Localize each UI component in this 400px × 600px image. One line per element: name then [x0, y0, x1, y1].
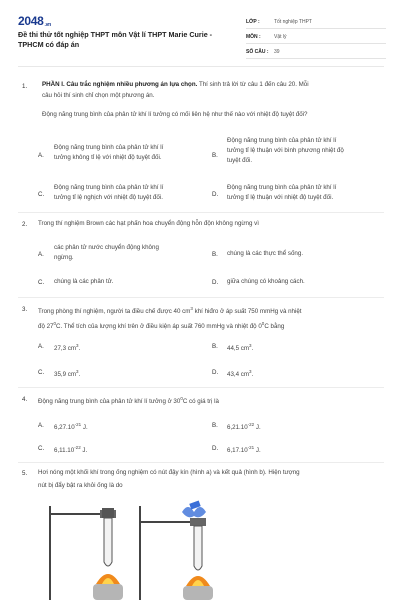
- option-a-text[interactable]: $6,27.10^{-21}$ J.: [54, 422, 88, 432]
- option-d-text[interactable]: giữa chúng có khoảng cách.: [227, 278, 305, 285]
- option-a-text[interactable]: Động năng trung bình của phân tử khí lí tưởng không tỉ lệ với nhiệt độ tuyệt đối.: [54, 144, 164, 161]
- option-b-letter[interactable]: B.: [212, 422, 218, 429]
- question-text-line1: Trong phòng thí nghiệm, người ta điều chế được 40 $cm^3$ khí hiđro ở áp suất 750 mmHg và nhiệt: [38, 306, 302, 316]
- question-text-line1: Hơi nóng một khối khí trong ống nghiệm có nút đậy kín (hình a) và kết quả (hình b). Hiện tượng: [38, 469, 300, 476]
- option-c-text[interactable]: chúng là các phân tử.: [54, 278, 114, 285]
- question-number: 3.: [22, 306, 28, 313]
- part-heading: PHẦN I. Câu trắc nghiệm nhiều phương án lựa chọn.: [42, 81, 198, 88]
- option-b-text[interactable]: $6,21.10^{-22}$ J.: [227, 422, 261, 432]
- burner-icon: [93, 584, 123, 600]
- option-b-text[interactable]: 44,5 $cm^3$.: [227, 343, 254, 353]
- stopper: [102, 508, 114, 518]
- meta-key: LỚP :: [246, 19, 260, 25]
- meta-key: SỐ CÂU :: [246, 49, 269, 55]
- question-text: Trong thí nghiệm Brown các hạt phấn hoa chuyển động hỗn độn không ngừng vì: [38, 220, 259, 227]
- option-a-letter[interactable]: A.: [38, 422, 44, 429]
- meta-row-class: [246, 16, 386, 29]
- question-text-line2: độ $27^0C$. Thể tích của lượng khí trên ở điều kiện áp suất 760 mmHg và nhiệt độ $0^0C$ bằng: [38, 321, 285, 331]
- option-a-letter[interactable]: A.: [38, 251, 44, 258]
- option-d-text[interactable]: $6,17.10^{-21}$ J.: [227, 445, 261, 455]
- option-a-text[interactable]: các phân tử nước chuyển động không ngừng.: [54, 244, 159, 261]
- burner-icon: [183, 586, 213, 600]
- meta-row-count: [246, 46, 386, 59]
- option-c-text[interactable]: $6,11.10^{-22}$ J.: [54, 445, 88, 455]
- question-number: 5.: [22, 470, 28, 477]
- part-instruction: [42, 80, 372, 90]
- meta-row-subject: [246, 31, 386, 44]
- question-text: Động năng trung bình của phân tử khí lí tưởng ở $30^0C$ có giá trị là: [38, 396, 219, 406]
- instruction-line1: Thí sinh trả lời từ câu 1 đến câu 20. Mỗi: [198, 81, 309, 88]
- option-c-text[interactable]: 35,9 $cm^3$.: [54, 369, 81, 379]
- question-number: 2.: [22, 221, 28, 228]
- instruction-line2: câu hỏi thí sinh chỉ chọn một phương án.: [42, 92, 155, 99]
- option-a-letter[interactable]: A.: [38, 343, 44, 350]
- question-separator: [18, 212, 384, 213]
- option-c-letter[interactable]: C.: [38, 191, 45, 198]
- option-b-letter[interactable]: B.: [212, 343, 218, 350]
- meta-value: 39: [274, 49, 280, 55]
- question-separator: [18, 387, 384, 388]
- meta-value: Vật lý: [274, 34, 287, 40]
- option-a-text[interactable]: 27,3 $cm^3$.: [54, 343, 81, 353]
- option-d-letter[interactable]: D.: [212, 191, 219, 198]
- option-d-text[interactable]: Động năng trung bình của phân tử khí lí tưởng tỉ lệ thuận với nhiệt độ tuyệt đối.: [227, 184, 337, 201]
- meta-key: MÔN :: [246, 34, 261, 40]
- meta-value: Tốt nghiệp THPT: [274, 19, 312, 25]
- meta-table: [246, 16, 386, 61]
- option-d-text[interactable]: 43,4 $cm^3$.: [227, 369, 254, 379]
- option-d-letter[interactable]: D.: [212, 279, 219, 286]
- header: [18, 14, 384, 58]
- header-divider: [18, 66, 384, 67]
- question-number: 4.: [22, 396, 28, 403]
- test-tube-figure-b: [128, 500, 238, 600]
- question-text: Động năng trung bình của phân tử khí lí tưởng có mối liên hệ như thế nào với nhiệt độ tuyệt đối?: [42, 111, 308, 118]
- option-c-text[interactable]: Động năng trung bình của phân tử khí lí tưởng tỉ lệ nghịch với nhiệt độ tuyệt đối.: [54, 184, 164, 201]
- question-number: 1.: [22, 83, 28, 90]
- question-separator: [18, 297, 384, 298]
- option-d-letter[interactable]: D.: [212, 445, 219, 452]
- site-logo[interactable]: 2048.vn: [18, 14, 51, 28]
- option-d-letter[interactable]: D.: [212, 369, 219, 376]
- option-b-letter[interactable]: B.: [212, 251, 218, 258]
- option-c-letter[interactable]: C.: [38, 445, 45, 452]
- question-text-line2: nút bị đẩy bật ra khỏi ống là do: [38, 482, 123, 489]
- option-b-text[interactable]: chúng là các thực thể sống.: [227, 250, 304, 257]
- option-a-letter[interactable]: A.: [38, 152, 44, 159]
- option-b-letter[interactable]: B.: [212, 152, 218, 159]
- option-b-text[interactable]: Động năng trung bình của phân tử khí lí tưởng tỉ lệ thuận với bình phương nhiệt độ tuyệt đối.: [227, 137, 344, 164]
- option-c-letter[interactable]: C.: [38, 369, 45, 376]
- option-c-letter[interactable]: C.: [38, 279, 45, 286]
- question-separator: [18, 462, 384, 463]
- document-title: Đề thi thử tốt nghiệp THPT môn Vật lí THPT Marie Curie - TPHCM có đáp án: [18, 30, 213, 49]
